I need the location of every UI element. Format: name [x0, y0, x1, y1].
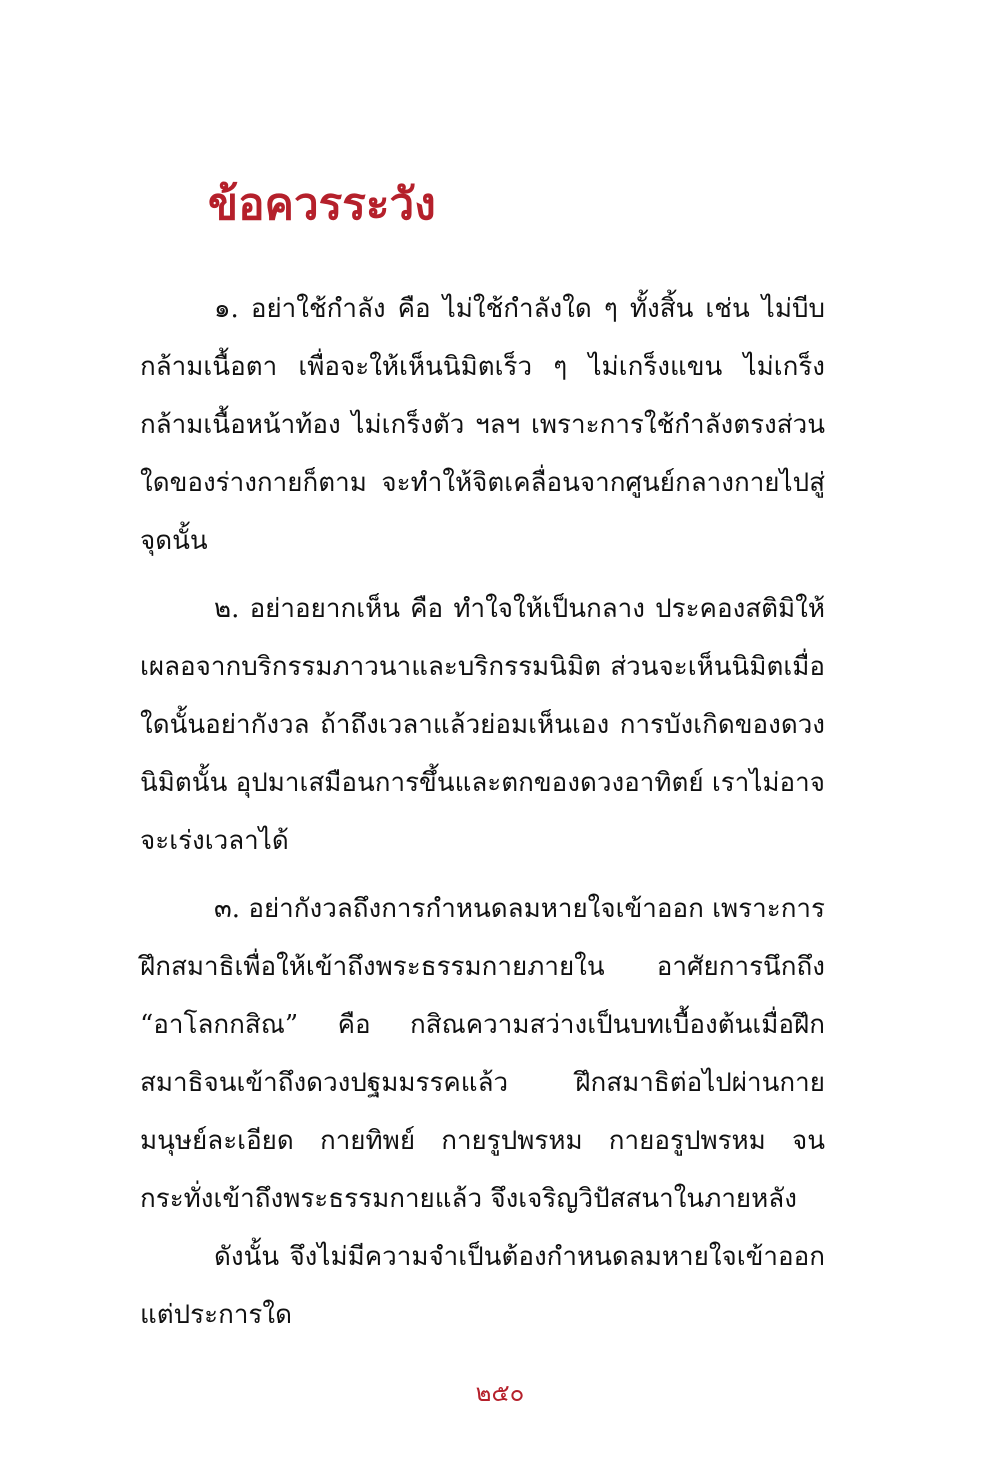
page-title: ข้อควรระวัง: [208, 179, 436, 231]
paragraph-2: ๒. อย่าอยากเห็น คือ ทำใจให้เป็นกลาง ประคองสติมิให้เผลอจากบริกรรมภาวนาและบริกรรมนิมิต ส่วนจะเห็นนิมิตเมื่อใดนั้นอย่ากังวล ถ้าถึงเวลาแล้วย่อมเห็นเอง การบังเกิดของดวงนิมิตนั้น อุปมาเสมือนการขึ้นและตกของดวงอาทิตย์ เราไม่อาจจะเร่งเวลาได้: [140, 594, 826, 856]
paragraph-1: ๑. อย่าใช้กำลัง คือ ไม่ใช้กำลังใด ๆ ทั้งสิ้น เช่น ไม่บีบกล้ามเนื้อตา เพื่อจะให้เห็นนิมิตเร็ว ๆ ไม่เกร็งแขน ไม่เกร็งกล้ามเนื้อหน้าท้อง ไม่เกร็งตัว ฯลฯ เพราะการใช้กำลังตรงส่วนใดของร่างกายก็ตาม จะทำให้จิตเคลื่อนจากศูนย์กลางกายไปสู่จุดนั้น: [140, 294, 825, 556]
paragraph-4: ดังนั้น จึงไม่มีความจำเป็นต้องกำหนดลมหายใจเข้าออกแต่ประการใด: [140, 1242, 825, 1330]
body-content: [140, 280, 825, 1344]
paragraph-3: ๓. อย่ากังวลถึงการกำหนดลมหายใจเข้าออก เพราะการฝึกสมาธิเพื่อให้เข้าถึงพระธรรมกายภายใน อาศัยการนึกถึง “อาโลกกสิณ” คือ กสิณความสว่างเป็นบทเบื้องต้นเมื่อฝึกสมาธิจนเข้าถึงดวงปฐมมรรคแล้ว ฝึกสมาธิต่อไปผ่านกายมนุษย์ละเอียด กายทิพย์ กายรูปพรหม กายอรูปพรหม จนกระทั่งเข้าถึงพระธรรมกายแล้ว จึงเจริญวิปัสสนาในภายหลัง: [140, 894, 825, 1214]
page-number: ๒๕๐: [475, 1379, 525, 1407]
